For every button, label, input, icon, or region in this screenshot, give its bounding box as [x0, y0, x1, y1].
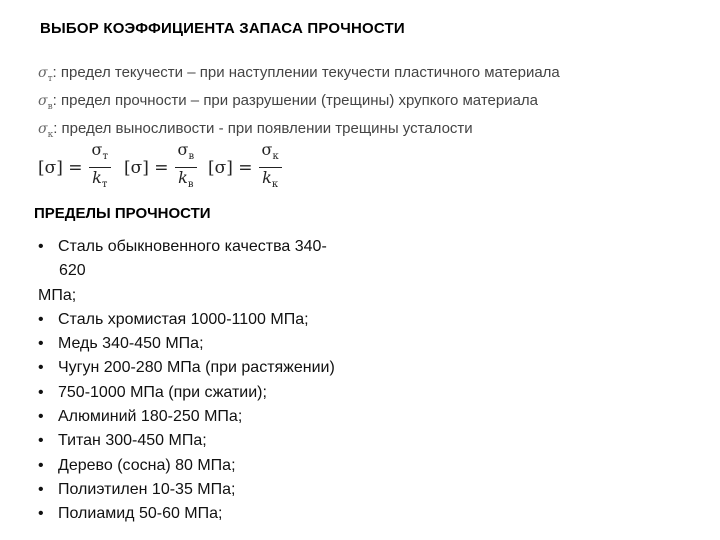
definitions [38, 62, 560, 145]
strength-list [38, 235, 335, 527]
fraction: $\frac{\sigma_т}{k_т}$ [89, 140, 111, 195]
list-item: • Алюминий 180-250 МПа; [38, 408, 243, 426]
definition-text: : предел выносливости - при появлении трещины усталости [53, 119, 473, 137]
list-item-continuation: МПа; [38, 286, 77, 304]
list-item: • Сталь обыкновенного качества 340- [38, 238, 327, 255]
list-item: • 750-1000 МПа (при сжатии); [38, 383, 267, 401]
fraction: $\frac{\sigma_в}{k_в}$ [175, 140, 198, 195]
list-item: • Полиамид 50-60 МПа; [38, 505, 223, 523]
section-title: ПРЕДЕЛЫ ПРОЧНОСТИ [34, 205, 211, 222]
list-item-continuation: 620 [59, 262, 86, 280]
formula-endurance: [σ] = $\frac{\sigma_к}{k_к}$ [208, 140, 282, 195]
sigma-k-symbol: $\sigma_к$ [38, 120, 54, 140]
list-item: • Медь 340-450 МПа; [38, 335, 204, 353]
sigma-t-symbol: $\sigma_т$ [38, 65, 53, 84]
definition-text: : предел текучести – при наступлении текучести пластичного материала [52, 64, 560, 81]
formulas [38, 140, 358, 190]
fraction: $\frac{\sigma_к}{k_к}$ [259, 140, 282, 195]
formula-strength: [σ] = $\frac{\sigma_в}{k_в}$ [124, 140, 197, 195]
list-item: • Чугун 200-280 МПа (при растяжении) [38, 359, 335, 377]
definition-yield [38, 62, 560, 90]
page-title: ВЫБОР КОЭФФИЦИЕНТА ЗАПАСА ПРОЧНОСТИ [40, 20, 405, 37]
sigma-v-symbol: $\sigma_в$ [38, 92, 53, 112]
definition-text: : предел прочности – при разрушении (трещины) хрупкого материала [52, 91, 539, 109]
list-item: • Титан 300-450 МПа; [38, 432, 207, 450]
formula-yield: [σ] = $\frac{\sigma_т}{k_т}$ [38, 140, 111, 195]
list-item: • Дерево (сосна) 80 МПа; [38, 456, 236, 474]
definition-strength [38, 90, 560, 118]
list-item: • Полиэтилен 10-35 МПа; [38, 480, 236, 498]
list-item: • Сталь хромистая 1000-1100 МПа; [38, 310, 309, 328]
